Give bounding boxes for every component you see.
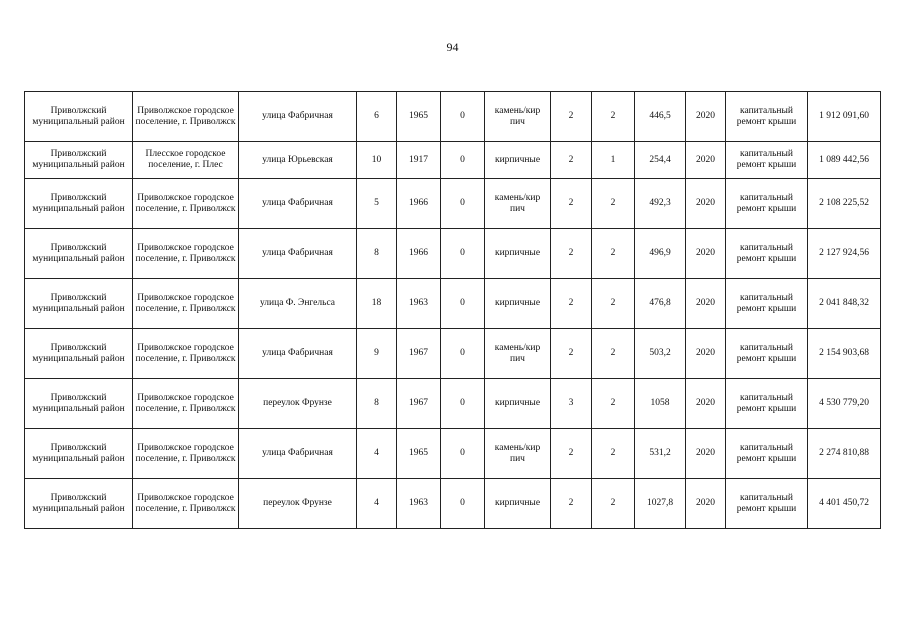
plan-year-cell: 2020 <box>686 92 726 142</box>
work-type-cell: капитальный ремонт крыши <box>726 142 808 179</box>
floors-cell: 2 <box>551 229 592 279</box>
zero-cell: 0 <box>441 279 485 329</box>
plan-year-cell: 2020 <box>686 229 726 279</box>
street-cell: улица Фабричная <box>239 329 357 379</box>
area-cell: 1058 <box>635 379 686 429</box>
house-number-cell: 6 <box>357 92 397 142</box>
table-row <box>25 429 881 479</box>
house-number-cell: 8 <box>357 379 397 429</box>
street-cell: улица Фабричная <box>239 179 357 229</box>
work-type-cell: капитальный ремонт крыши <box>726 429 808 479</box>
district-cell: Приволжский муниципальный район <box>25 92 133 142</box>
zero-cell: 0 <box>441 379 485 429</box>
floors-cell: 2 <box>551 479 592 529</box>
work-type-cell: капитальный ремонт крыши <box>726 329 808 379</box>
build-year-cell: 1966 <box>397 229 441 279</box>
entrances-cell: 2 <box>592 179 635 229</box>
area-cell: 446,5 <box>635 92 686 142</box>
street-cell: улица Фабричная <box>239 92 357 142</box>
floors-cell: 2 <box>551 142 592 179</box>
settlement-cell: Приволжское городское поселение, г. Приволжск <box>133 229 239 279</box>
area-cell: 476,8 <box>635 279 686 329</box>
build-year-cell: 1966 <box>397 179 441 229</box>
floors-cell: 2 <box>551 179 592 229</box>
entrances-cell: 2 <box>592 429 635 479</box>
page-number: 94 <box>446 40 459 54</box>
settlement-cell: Приволжское городское поселение, г. Приволжск <box>133 179 239 229</box>
area-cell: 503,2 <box>635 329 686 379</box>
house-number-cell: 4 <box>357 429 397 479</box>
zero-cell: 0 <box>441 229 485 279</box>
wall-material-cell: камень/кир пич <box>485 429 551 479</box>
floors-cell: 3 <box>551 379 592 429</box>
table-row <box>25 229 881 279</box>
plan-year-cell: 2020 <box>686 429 726 479</box>
work-type-cell: капитальный ремонт крыши <box>726 379 808 429</box>
table-row <box>25 142 881 179</box>
cost-cell: 2 154 903,68 <box>808 329 881 379</box>
house-number-cell: 10 <box>357 142 397 179</box>
build-year-cell: 1967 <box>397 379 441 429</box>
area-cell: 496,9 <box>635 229 686 279</box>
area-cell: 531,2 <box>635 429 686 479</box>
area-cell: 254,4 <box>635 142 686 179</box>
cost-cell: 1 912 091,60 <box>808 92 881 142</box>
wall-material-cell: камень/кир пич <box>485 329 551 379</box>
table-row <box>25 379 881 429</box>
cost-cell: 2 108 225,52 <box>808 179 881 229</box>
street-cell: улица Фабричная <box>239 429 357 479</box>
area-cell: 1027,8 <box>635 479 686 529</box>
house-number-cell: 9 <box>357 329 397 379</box>
floors-cell: 2 <box>551 92 592 142</box>
street-cell: переулок Фрунзе <box>239 379 357 429</box>
entrances-cell: 1 <box>592 142 635 179</box>
build-year-cell: 1967 <box>397 329 441 379</box>
street-cell: улица Ф. Энгельса <box>239 279 357 329</box>
floors-cell: 2 <box>551 429 592 479</box>
entrances-cell: 2 <box>592 92 635 142</box>
plan-year-cell: 2020 <box>686 479 726 529</box>
settlement-cell: Приволжское городское поселение, г. Приволжск <box>133 329 239 379</box>
settlement-cell: Приволжское городское поселение, г. Приволжск <box>133 429 239 479</box>
zero-cell: 0 <box>441 479 485 529</box>
plan-year-cell: 2020 <box>686 379 726 429</box>
cost-cell: 4 401 450,72 <box>808 479 881 529</box>
street-cell: улица Юрьевская <box>239 142 357 179</box>
wall-material-cell: камень/кир пич <box>485 179 551 229</box>
wall-material-cell: кирпичные <box>485 479 551 529</box>
plan-year-cell: 2020 <box>686 179 726 229</box>
zero-cell: 0 <box>441 329 485 379</box>
district-cell: Приволжский муниципальный район <box>25 142 133 179</box>
house-number-cell: 4 <box>357 479 397 529</box>
wall-material-cell: кирпичные <box>485 379 551 429</box>
wall-material-cell: кирпичные <box>485 229 551 279</box>
plan-year-cell: 2020 <box>686 142 726 179</box>
work-type-cell: капитальный ремонт крыши <box>726 179 808 229</box>
work-type-cell: капитальный ремонт крыши <box>726 479 808 529</box>
cost-cell: 2 041 848,32 <box>808 279 881 329</box>
cost-cell: 2 274 810,88 <box>808 429 881 479</box>
settlement-cell: Приволжское городское поселение, г. Приволжск <box>133 479 239 529</box>
entrances-cell: 2 <box>592 229 635 279</box>
settlement-cell: Приволжское городское поселение, г. Приволжск <box>133 279 239 329</box>
district-cell: Приволжский муниципальный район <box>25 329 133 379</box>
settlement-cell: Плесское городское поселение, г. Плес <box>133 142 239 179</box>
build-year-cell: 1965 <box>397 92 441 142</box>
build-year-cell: 1917 <box>397 142 441 179</box>
settlement-cell: Приволжское городское поселение, г. Приволжск <box>133 92 239 142</box>
zero-cell: 0 <box>441 92 485 142</box>
build-year-cell: 1963 <box>397 479 441 529</box>
cost-cell: 2 127 924,56 <box>808 229 881 279</box>
plan-year-cell: 2020 <box>686 329 726 379</box>
plan-year-cell: 2020 <box>686 279 726 329</box>
zero-cell: 0 <box>441 429 485 479</box>
floors-cell: 2 <box>551 279 592 329</box>
cost-cell: 1 089 442,56 <box>808 142 881 179</box>
wall-material-cell: кирпичные <box>485 142 551 179</box>
house-number-cell: 5 <box>357 179 397 229</box>
street-cell: улица Фабричная <box>239 229 357 279</box>
build-year-cell: 1963 <box>397 279 441 329</box>
entrances-cell: 2 <box>592 379 635 429</box>
work-type-cell: капитальный ремонт крыши <box>726 229 808 279</box>
housing-repair-table <box>24 91 881 529</box>
district-cell: Приволжский муниципальный район <box>25 279 133 329</box>
cost-cell: 4 530 779,20 <box>808 379 881 429</box>
district-cell: Приволжский муниципальный район <box>25 179 133 229</box>
district-cell: Приволжский муниципальный район <box>25 379 133 429</box>
zero-cell: 0 <box>441 142 485 179</box>
wall-material-cell: камень/кир пич <box>485 92 551 142</box>
table-row <box>25 479 881 529</box>
district-cell: Приволжский муниципальный район <box>25 479 133 529</box>
district-cell: Приволжский муниципальный район <box>25 429 133 479</box>
house-number-cell: 18 <box>357 279 397 329</box>
entrances-cell: 2 <box>592 479 635 529</box>
table-row <box>25 329 881 379</box>
wall-material-cell: кирпичные <box>485 279 551 329</box>
area-cell: 492,3 <box>635 179 686 229</box>
district-cell: Приволжский муниципальный район <box>25 229 133 279</box>
zero-cell: 0 <box>441 179 485 229</box>
table-row <box>25 92 881 142</box>
floors-cell: 2 <box>551 329 592 379</box>
work-type-cell: капитальный ремонт крыши <box>726 279 808 329</box>
build-year-cell: 1965 <box>397 429 441 479</box>
street-cell: переулок Фрунзе <box>239 479 357 529</box>
table-row <box>25 179 881 229</box>
settlement-cell: Приволжское городское поселение, г. Приволжск <box>133 379 239 429</box>
entrances-cell: 2 <box>592 329 635 379</box>
house-number-cell: 8 <box>357 229 397 279</box>
entrances-cell: 2 <box>592 279 635 329</box>
work-type-cell: капитальный ремонт крыши <box>726 92 808 142</box>
table-row <box>25 279 881 329</box>
